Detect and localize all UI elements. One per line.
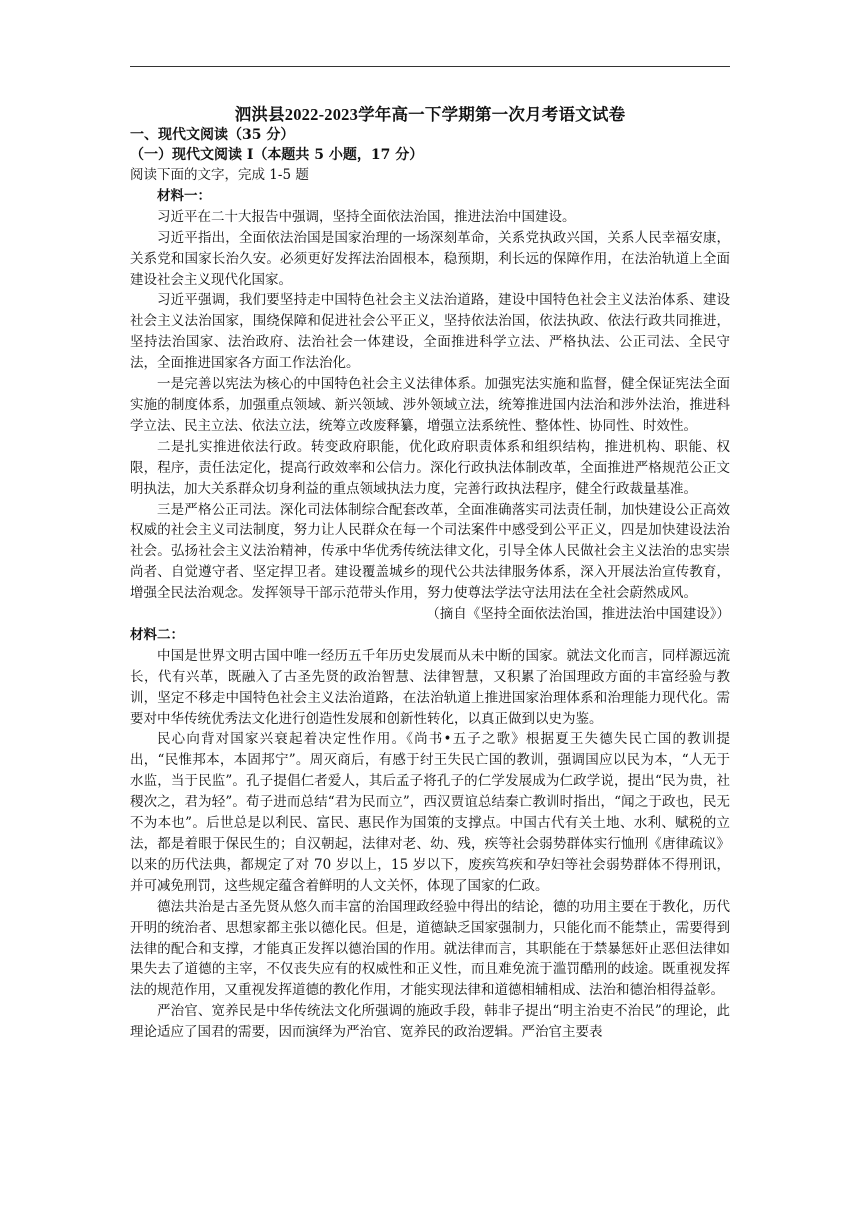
material2-paragraph: 中国是世界文明古国中唯一经历五千年历史发展而从未中断的国家。就法文化而言，同样源远流长，代有兴革，既融入了古圣先贤的政治智慧、法律智慧，又积累了治国理政方面的丰富经验与教训，坚定不移走中国特色社会主义法治道路，在法治轨道上推进国家治理体系和治理能力现代化。需要对中华传统优秀法文化进行创造性发展和创新性转化，以真正做到以史为鉴。	[130, 647, 730, 727]
header-rule	[130, 66, 730, 67]
material1-paragraph: 二是扎实推进依法行政。转变政府职能，优化政府职责体系和组织结构，推进机构、职能、权限，程序，责任法定化，提高行政效率和公信力。深化行政执法体制改革，全面推进严格规范公正文明执法，加大关系群众切身利益的重点领域执法力度，完善行政执法程序，健全行政裁量基准。	[130, 438, 730, 497]
document-title: 泗洪县2022-2023学年高一下学期第一次月考语文试卷	[234, 105, 626, 124]
material1-paragraph: 习近平强调，我们要坚持走中国特色社会主义法治道路，建设中国特色社会主义法治体系、建设社会主义法治国家，围绕保障和促进社会公平正义，坚持依法治国，依法执政、依法行政共同推进，坚持法治国家、法治政府、法治社会一体建设，全面推进科学立法、严格执法、公正司法、全民守法，全面推进国家各方面工作法治化。	[130, 292, 730, 372]
subsection-heading: （一）现代文阅读 I（本题共 5 小题，17 分）	[130, 147, 424, 163]
material1-source: （摘自《坚持全面依法治国，推进法治中国建设》）	[426, 606, 730, 623]
material1-paragraph: 习近平指出，全面依法治国是国家治理的一场深刻革命，关系党执政兴国，关系人民幸福安康，关系党和国家长治久安。必须更好发挥法治固根本，稳预期，利长远的保障作用，在法治轨道上全面建设社会主义现代化国家。	[130, 229, 730, 288]
material2-paragraph: 德法共治是古圣先贤从悠久而丰富的治国理政经验中得出的结论，德的功用主要在于教化，历代开明的统治者、思想家都主张以德化民。但是，道德缺乏国家强制力，只能化而不能禁止，需要得到法律的配合和支撑，才能真正发挥以德治国的作用。就法律而言，其职能在于禁暴惩奸止恶但法律如果失去了道德的主宰，不仅丧失应有的权威性和正义性，而且难免流于滥罚酷刑的歧途。既重视发挥法的规范作用，又重视发挥道德的教化作用，才能实现法律和道德相辅相成、法治和德治相得益彰。	[130, 898, 730, 999]
material1-paragraph: 习近平在二十大报告中强调，坚持全面依法治国，推进法治中国建设。	[157, 208, 576, 225]
section-heading: 一、现代文阅读（35 分）	[130, 127, 295, 143]
material1-paragraph: 三是严格公正司法。深化司法体制综合配套改革，全面准确落实司法责任制，加快建设公正高效权威的社会主义司法制度，努力让人民群众在每一个司法案件中感受到公平正义，四是加快建设法治社会。弘扬社会主义法治精神，传承中华优秀传统法律文化，引导全体人民做社会主义法治的忠实崇尚者、自觉遵守者、坚定捍卫者。建设覆盖城乡的现代公共法律服务体系，深入开展法治宣传教育，增强全民法治观念。发挥领导干部示范带头作用，努力使尊法学法守法用法在全社会蔚然成风。	[130, 501, 730, 602]
material1-label: 材料一：	[157, 187, 211, 204]
material2-label: 材料二：	[130, 626, 184, 643]
material1-paragraph: 一是完善以宪法为核心的中国特色社会主义法律体系。加强宪法实施和监督，健全保证宪法全面实施的制度体系，加强重点领域、新兴领域、涉外领域立法，统筹推进国内法治和涉外法治，推进科学立法、民主立法、依法立法，统筹立改废释纂，增强立法系统性、整体性、协同性、时效性。	[130, 376, 730, 434]
material2-paragraph: 严治官、宽养民是中华传统法文化所强调的施政手段，韩非子提出“明主治吏不治民”的理论，此理论适应了国君的需要，因而演绎为严治官、宽养民的政治逻辑。严治官主要表	[130, 1003, 730, 1041]
instruction-text: 阅读下面的文字，完成 1-5 题	[130, 167, 309, 183]
document-page	[130, 104, 730, 1043]
material2-paragraph: 民心向背对国家兴衰起着决定性作用。《尚书•五子之歌》根据夏王失德失民亡国的教训提出，“民惟邦本，本固邦宁”。周灭商后，有感于纣王失民亡国的教训，强调国应以民为本，“人无于水监，当于民监”。孔子提倡仁者爱人，其后孟子将孔子的仁学发展成为仁政学说，提出“民为贵，社稷次之，君为轻”。荀子进而总结“君为民而立”，西汉贾谊总结秦亡教训时指出，“闻之于政也，民无不为本也”。后世总是以利民、富民、惠民作为国策的支撑点。中国古代有关土地、水利、赋税的立法，都是着眼于保民生的；自汉朝起，法律对老、幼、残，疾等社会弱势群体实行恤刑《唐律疏议》以来的历代法典，都规定了对 70 岁以上，15 岁以下，废疾笃疾和孕妇等社会弱势群体不得刑讯，并可减免刑罚，这些规定蕴含着鲜明的人文关怀，体现了国家的仁政。	[130, 731, 730, 894]
